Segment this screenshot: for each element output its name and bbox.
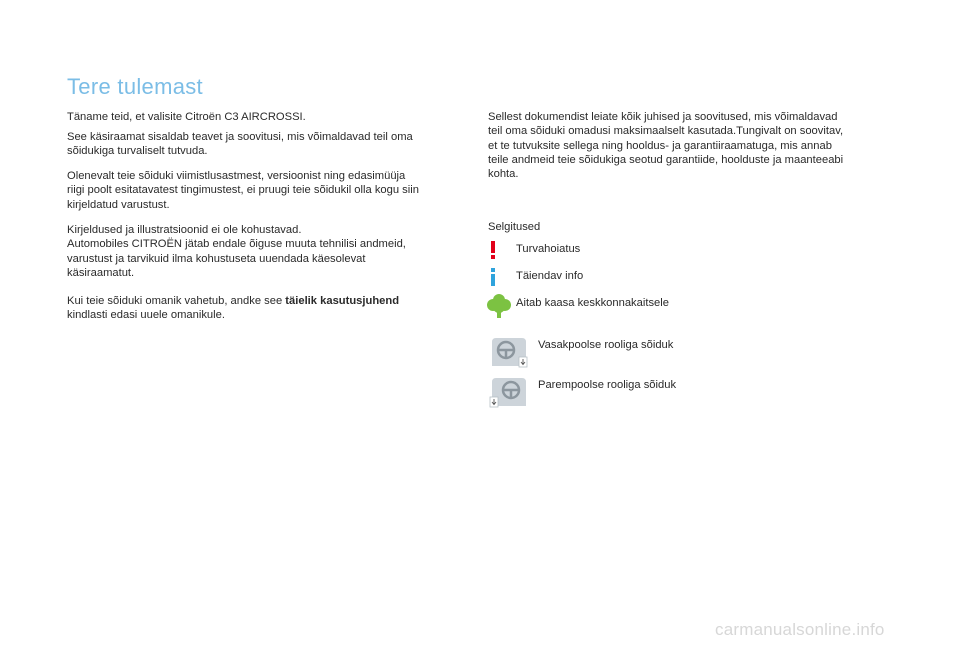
paragraph-line: kohta. [488,168,519,181]
exclamation-icon [488,240,498,260]
watermark: carmanualsonline.info [715,620,885,639]
paragraph-line: käsiraamatut. [67,266,135,279]
legend-label-right-hand-drive: Parempoolse rooliga sõiduk [538,379,677,391]
paragraph-line: riigi poolt esitatavatest tingimustest, ei pruugi teie sõidukil olla kogu siin [67,184,419,197]
paragraph-thanks-text: Täname teid, et valisite Citroën C3 AIRCROSSI. [67,111,306,123]
paragraph-thanks [67,110,306,124]
paragraph-line: et te tutvuksite sellega ning hooldus- ja garantiiraamatuga, mis annab [488,139,832,152]
paragraph-equipment-note [67,169,419,212]
paragraph-line: Kui teie sõiduki omanik vahetub, andke see [67,295,286,307]
paragraph-manual-info [67,130,413,159]
legend-label-left-hand-drive: Vasakpoolse rooliga sõiduk [538,339,674,351]
legend-label-eco: Aitab kaasa keskkonnakaitsele [516,297,669,309]
paragraph-disclaimer [67,223,406,280]
legend-heading: Selgitused [488,221,541,233]
tree-icon [486,293,512,319]
paragraph-line: teil oma sõiduki omadusi maksimaalselt kasutada.Tungivalt on soovitav, [488,125,844,138]
right-hand-drive-icon [488,376,530,410]
paragraph-line: Sellest dokumendist leiate kõik juhised ja soovitused, mis võimaldavad [488,111,838,123]
paragraph-owner-change [67,294,399,323]
legend-label-warning: Turvahoiatus [516,243,581,255]
left-hand-drive-icon [488,336,530,370]
paragraph-line: varustust ja tarvikuid ilma kohustuseta uuendada käesolevat [67,252,366,265]
page-title: Tere tulemast [67,74,203,99]
paragraph-line: sõidukiga turvaliselt tutvuda. [67,145,208,158]
paragraph-line: See käsiraamat sisaldab teavet ja soovitusi, mis võimaldavad teil oma [67,131,413,143]
paragraph-line: Automobiles CITROËN jätab endale õiguse muuta tehnilisi andmeid, [67,238,406,251]
paragraph-line: kirjeldatud varustust. [67,198,170,211]
paragraph-line: kindlasti edasi uuele omanikule. [67,309,225,322]
paragraph-line: Kirjeldused ja illustratsioonid ei ole kohustavad. [67,224,302,236]
legend-label-info: Täiendav info [516,270,584,282]
info-icon [488,267,498,287]
paragraph-intro-right [488,110,843,181]
paragraph-line: teile andmeid teie sõidukiga seotud garantiide, hoolduste ja maanteeabi [488,153,844,166]
paragraph-line: Olenevalt teie sõiduki viimistlusastmest, versioonist ning edasimüüja [67,170,406,182]
bold-manual-phrase: täielik kasutusjuhend [285,295,400,307]
